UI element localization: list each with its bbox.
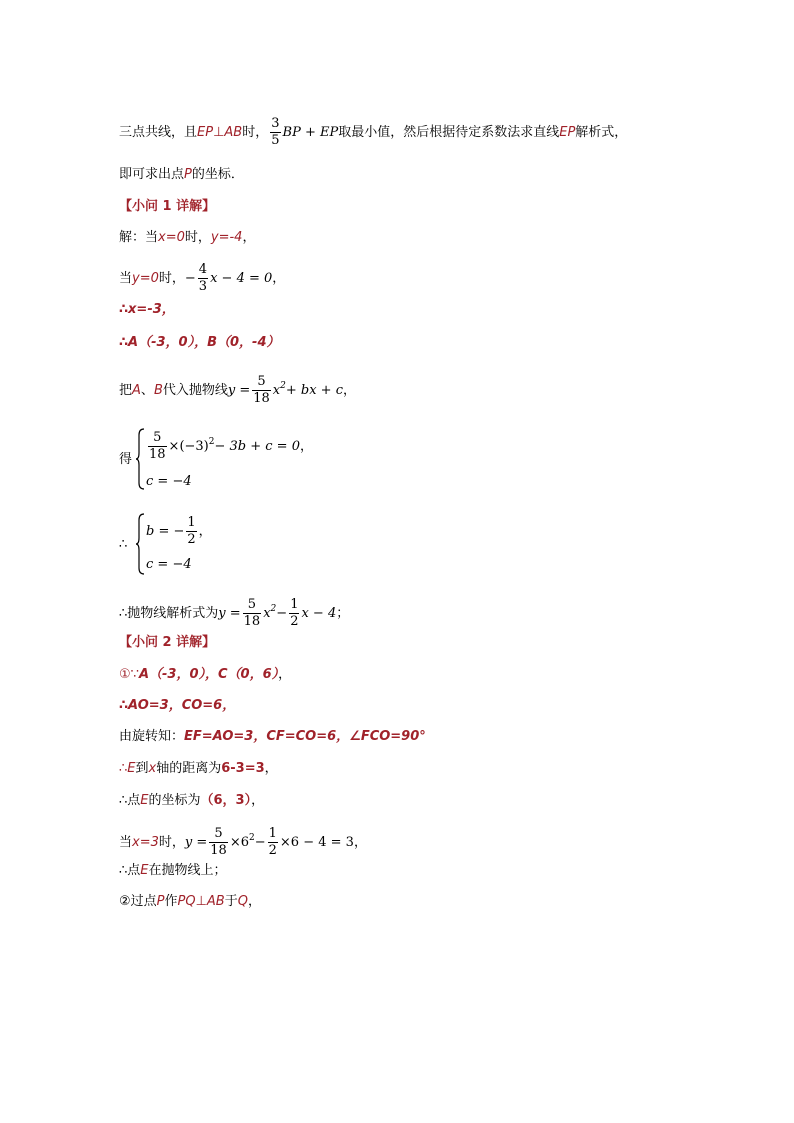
- text: 作: [164, 894, 178, 909]
- text: 时，: [158, 835, 185, 850]
- math-inline: PQ⊥AB: [177, 894, 225, 909]
- text: ；: [336, 606, 350, 621]
- math-expression: x − 4 = 0: [210, 271, 273, 286]
- text: ，: [198, 524, 212, 539]
- fraction: [186, 515, 196, 548]
- text: ，: [242, 230, 256, 245]
- math-inline: ∴E: [119, 761, 136, 776]
- system-row-1: [146, 430, 313, 463]
- text-line-2: [119, 166, 244, 184]
- numerator: 1: [290, 597, 299, 612]
- text-line-7: [119, 374, 356, 407]
- math-inline: A（-3，0），C（0，6）: [138, 667, 279, 682]
- text: 于: [224, 894, 238, 909]
- math-expression: y =: [184, 835, 208, 850]
- denominator: 18: [253, 391, 270, 406]
- math-inline: （6，3）: [200, 793, 252, 808]
- section-heading-1: 【小问 1 详解】: [119, 199, 216, 214]
- text: 的坐标为: [148, 793, 201, 808]
- math-expression: + bx + c: [285, 383, 343, 398]
- text-line-4: [119, 262, 285, 295]
- text-line-14: [119, 826, 367, 859]
- minus-sign: −: [254, 835, 266, 850]
- fraction: [252, 374, 271, 407]
- text: ，: [299, 439, 313, 454]
- fraction: [243, 597, 262, 630]
- numerator: 1: [187, 515, 196, 530]
- math-expression: ×6 − 4 = 3: [279, 835, 354, 850]
- math-inline: A: [132, 383, 141, 398]
- math-expression: ×(−3): [168, 439, 209, 454]
- text: 当: [119, 835, 133, 850]
- math-inline: EF=AO=3，CF=CO=6，∠FCO=90°: [184, 729, 426, 744]
- text: ∴点: [119, 863, 141, 878]
- math-inline: EP⊥AB: [197, 125, 243, 140]
- math-x-squared: $x^2$: [272, 381, 286, 398]
- text: ，: [278, 667, 292, 682]
- text-line-5: ∴x=-3，: [119, 302, 175, 317]
- math-expression: y =: [227, 383, 251, 398]
- math-inline: y=-4: [210, 230, 243, 245]
- text: 时，: [158, 271, 185, 286]
- fraction: [289, 597, 299, 630]
- text: 把: [119, 383, 133, 398]
- system-row-2: c = −4: [146, 557, 192, 572]
- text-line-10: ∴AO=3，CO=6，: [119, 698, 236, 713]
- math-expression: x − 4: [301, 606, 337, 621]
- math-expression: ×6: [229, 835, 249, 850]
- math-inline: 6-3=3: [221, 761, 265, 776]
- math-inline: EP: [559, 125, 576, 140]
- text: 由旋转知：: [119, 729, 185, 744]
- text-line-9: [119, 666, 291, 684]
- text: 轴的距离为: [156, 761, 222, 776]
- math-x-squared: $x^2$: [263, 604, 277, 621]
- text-line-13: [119, 792, 264, 810]
- math-inline: E: [140, 863, 149, 878]
- exponent: 2: [248, 833, 255, 843]
- text: ，: [251, 793, 265, 808]
- numerator: 5: [214, 826, 223, 841]
- math-inline: x=3: [132, 835, 159, 850]
- text: 解析式，: [575, 125, 628, 140]
- fraction: [148, 430, 167, 463]
- denominator: 2: [268, 843, 277, 858]
- text-line-8: [119, 597, 349, 630]
- fraction: [198, 262, 208, 295]
- text: ，: [353, 835, 367, 850]
- denominator: 2: [290, 614, 299, 629]
- numerator: 5: [153, 430, 162, 445]
- text: ①∵: [119, 667, 139, 682]
- system-row-1: [146, 515, 212, 548]
- text-line-15: [119, 862, 227, 880]
- point-a: ∴A（-3，0），: [119, 335, 208, 350]
- text: 即可求出点: [119, 167, 185, 182]
- fraction: [209, 826, 228, 859]
- text: ，: [272, 271, 286, 286]
- text-line-3: [119, 229, 255, 247]
- text: 三点共线，且: [119, 125, 198, 140]
- denominator: 18: [210, 843, 227, 858]
- math-inline: E: [140, 793, 149, 808]
- denominator: 5: [271, 133, 280, 148]
- text: 在抛物线上；: [148, 863, 227, 878]
- text: ，: [264, 761, 278, 776]
- minus-sign: −: [184, 271, 196, 286]
- math-expression: BP + EP: [282, 125, 339, 140]
- text: 、: [140, 383, 154, 398]
- text-line-16: [119, 893, 261, 911]
- text: 时，: [184, 230, 211, 245]
- numerator: 4: [198, 262, 208, 277]
- numerator: 1: [268, 826, 277, 841]
- math-expression: b = −: [146, 524, 185, 539]
- section-heading-2: 【小问 2 详解】: [119, 635, 216, 650]
- math-inline: B: [153, 383, 163, 398]
- math-expression: y =: [218, 606, 241, 621]
- text-line-11: [119, 728, 426, 746]
- brace-icon: [135, 513, 145, 575]
- math-inline: x: [148, 761, 157, 776]
- denominator: 18: [149, 447, 166, 462]
- text: 解：当: [119, 230, 159, 245]
- brace-icon: [135, 428, 145, 490]
- minus-sign: −: [276, 606, 288, 621]
- exponent: 2: [208, 437, 215, 447]
- fraction: [268, 826, 278, 859]
- text: 当: [119, 271, 133, 286]
- text: ，: [247, 894, 261, 909]
- text: 的坐标．: [191, 167, 244, 182]
- math-inline: y=0: [132, 271, 159, 286]
- text: ∴抛物线解析式为: [119, 606, 219, 621]
- denominator: 18: [243, 614, 261, 629]
- text: 代入抛物线: [162, 383, 228, 398]
- math-inline: x=0: [158, 230, 185, 245]
- system-label: 得: [119, 452, 133, 467]
- denominator: 2: [187, 532, 196, 547]
- text: ∴点: [119, 793, 141, 808]
- math-expression: − 3b + c = 0: [214, 439, 300, 454]
- text: ②过点: [119, 894, 157, 909]
- text: 时，: [242, 125, 269, 140]
- text: 取最小值，然后根据待定系数法求直线: [338, 125, 560, 140]
- numerator: 3: [271, 116, 280, 131]
- math-inline: P: [184, 167, 192, 182]
- text: ，: [343, 383, 357, 398]
- system-label: ∴: [119, 537, 128, 552]
- point-b: B（0，-4）: [207, 335, 280, 350]
- text-line-1: [119, 116, 627, 149]
- numerator: 5: [247, 597, 257, 612]
- denominator: 3: [198, 279, 208, 294]
- fraction: [270, 116, 280, 149]
- numerator: 5: [257, 374, 266, 389]
- math-inline: Q: [237, 894, 248, 909]
- system-row-2: c = −4: [146, 474, 192, 489]
- text-line-12: [119, 760, 278, 778]
- text-line-6: [119, 334, 280, 352]
- text: 到: [135, 761, 149, 776]
- math-inline: P: [156, 894, 165, 909]
